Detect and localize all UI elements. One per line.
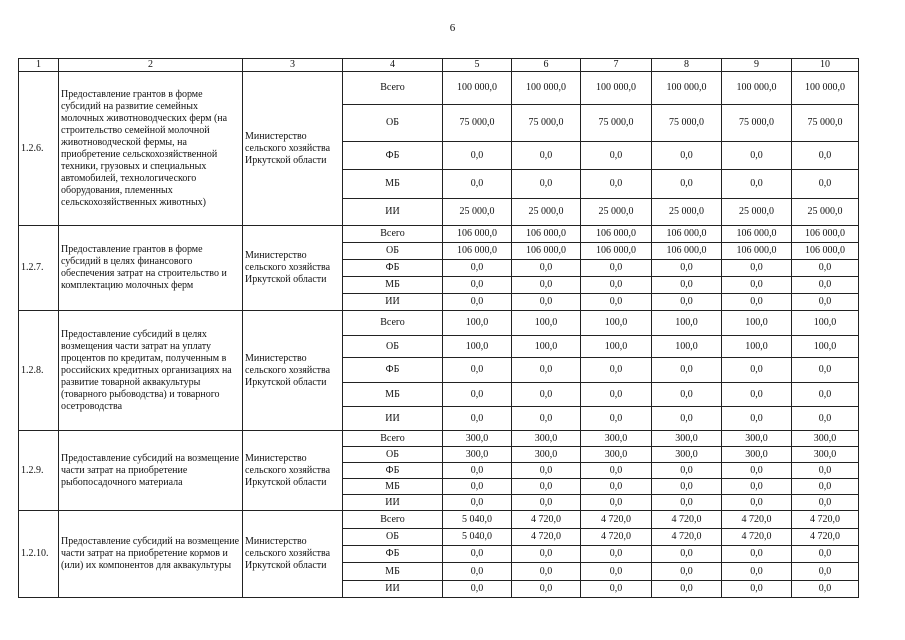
value-cell: 0,0 [443,407,512,431]
value-cell: 4 720,0 [581,511,652,529]
value-cell: 300,0 [792,431,859,447]
table-row [19,431,859,447]
value-cell: 100 000,0 [652,72,722,105]
value-cell: 0,0 [512,142,581,170]
table-row [19,72,859,105]
value-cell: 0,0 [512,294,581,311]
value-cell: 106 000,0 [652,226,722,243]
value-cell: 0,0 [652,294,722,311]
value-cell: 100 000,0 [722,72,792,105]
value-cell: 106 000,0 [443,243,512,260]
item-code: 1.2.6. [19,72,59,226]
value-cell: 0,0 [652,170,722,199]
value-cell: 0,0 [722,277,792,294]
funding-source-label: ИИ [343,581,443,598]
value-cell: 100,0 [443,336,512,358]
item-executor: Министерство сельского хозяйства Иркутской области [243,431,343,511]
value-cell: 106 000,0 [581,243,652,260]
value-cell: 0,0 [443,563,512,581]
value-cell: 4 720,0 [722,529,792,546]
value-cell: 0,0 [581,170,652,199]
funding-source-label: ОБ [343,529,443,546]
header-col-7: 7 [581,59,652,72]
value-cell: 0,0 [722,142,792,170]
value-cell: 0,0 [581,546,652,563]
funding-source-label: МБ [343,277,443,294]
value-cell: 0,0 [722,407,792,431]
value-cell: 0,0 [443,463,512,479]
value-cell: 300,0 [443,447,512,463]
value-cell: 0,0 [581,383,652,407]
program-table [18,58,859,598]
value-cell: 0,0 [581,142,652,170]
value-cell: 0,0 [581,407,652,431]
value-cell: 0,0 [443,495,512,511]
value-cell: 106 000,0 [443,226,512,243]
value-cell: 4 720,0 [722,511,792,529]
value-cell: 4 720,0 [512,511,581,529]
funding-source-label: ИИ [343,199,443,226]
header-col-9: 9 [722,59,792,72]
value-cell: 0,0 [652,277,722,294]
value-cell: 0,0 [581,260,652,277]
value-cell: 0,0 [652,383,722,407]
value-cell: 4 720,0 [652,529,722,546]
value-cell: 0,0 [792,170,859,199]
value-cell: 0,0 [443,142,512,170]
value-cell: 300,0 [512,447,581,463]
funding-source-label: Всего [343,511,443,529]
funding-source-label: Всего [343,226,443,243]
value-cell: 0,0 [792,495,859,511]
value-cell: 0,0 [581,294,652,311]
header-col-1: 1 [19,59,59,72]
value-cell: 75 000,0 [581,105,652,142]
funding-source-label: МБ [343,383,443,407]
funding-source-label: МБ [343,563,443,581]
value-cell: 25 000,0 [443,199,512,226]
value-cell: 0,0 [443,170,512,199]
value-cell: 0,0 [443,260,512,277]
value-cell: 100,0 [512,311,581,336]
header-row [19,59,859,72]
item-name: Предоставление субсидий на возмещение части затрат на приобретение рыбопосадочного материала [59,431,243,511]
header-col-8: 8 [652,59,722,72]
funding-source-label: ФБ [343,260,443,277]
header-col-2: 2 [59,59,243,72]
value-cell: 106 000,0 [652,243,722,260]
value-cell: 106 000,0 [722,226,792,243]
value-cell: 4 720,0 [792,511,859,529]
value-cell: 300,0 [581,447,652,463]
value-cell: 300,0 [722,431,792,447]
value-cell: 106 000,0 [512,243,581,260]
value-cell: 100,0 [581,336,652,358]
value-cell: 0,0 [581,277,652,294]
value-cell: 0,0 [512,383,581,407]
item-executor: Министерство сельского хозяйства Иркутской области [243,311,343,431]
value-cell: 0,0 [652,546,722,563]
funding-source-label: МБ [343,170,443,199]
value-cell: 75 000,0 [443,105,512,142]
item-name: Предоставление субсидий на возмещение части затрат на приобретение кормов и (или) их компонентов для аквакультуры [59,511,243,598]
value-cell: 0,0 [722,479,792,495]
value-cell: 0,0 [581,563,652,581]
value-cell: 0,0 [722,383,792,407]
value-cell: 0,0 [652,358,722,383]
value-cell: 0,0 [722,358,792,383]
value-cell: 0,0 [443,294,512,311]
value-cell: 100 000,0 [443,72,512,105]
value-cell: 100,0 [652,311,722,336]
value-cell: 100,0 [581,311,652,336]
value-cell: 100,0 [722,336,792,358]
item-executor: Министерство сельского хозяйства Иркутской области [243,511,343,598]
value-cell: 75 000,0 [722,105,792,142]
value-cell: 75 000,0 [512,105,581,142]
value-cell: 106 000,0 [512,226,581,243]
value-cell: 5 040,0 [443,511,512,529]
value-cell: 100 000,0 [792,72,859,105]
value-cell: 0,0 [443,383,512,407]
table-body [19,59,859,598]
value-cell: 25 000,0 [652,199,722,226]
value-cell: 25 000,0 [722,199,792,226]
value-cell: 0,0 [792,383,859,407]
value-cell: 0,0 [512,495,581,511]
value-cell: 300,0 [652,431,722,447]
value-cell: 106 000,0 [792,226,859,243]
funding-source-label: ОБ [343,243,443,260]
value-cell: 0,0 [792,563,859,581]
value-cell: 0,0 [443,546,512,563]
value-cell: 0,0 [652,407,722,431]
value-cell: 4 720,0 [792,529,859,546]
value-cell: 0,0 [722,495,792,511]
header-col-4: 4 [343,59,443,72]
funding-source-label: ОБ [343,336,443,358]
table-row [19,226,859,243]
value-cell: 300,0 [652,447,722,463]
value-cell: 100 000,0 [512,72,581,105]
value-cell: 75 000,0 [792,105,859,142]
value-cell: 0,0 [512,170,581,199]
page-number: 6 [449,22,456,34]
value-cell: 0,0 [512,260,581,277]
value-cell: 0,0 [512,581,581,598]
value-cell: 4 720,0 [652,511,722,529]
item-code: 1.2.7. [19,226,59,311]
funding-source-label: ИИ [343,407,443,431]
header-col-3: 3 [243,59,343,72]
table-row [19,511,859,529]
value-cell: 0,0 [512,546,581,563]
funding-source-label: ИИ [343,495,443,511]
value-cell: 0,0 [792,581,859,598]
value-cell: 300,0 [512,431,581,447]
value-cell: 300,0 [581,431,652,447]
value-cell: 0,0 [652,479,722,495]
value-cell: 100,0 [512,336,581,358]
value-cell: 300,0 [443,431,512,447]
value-cell: 100,0 [792,336,859,358]
funding-source-label: Всего [343,311,443,336]
value-cell: 0,0 [652,142,722,170]
value-cell: 0,0 [443,358,512,383]
value-cell: 0,0 [652,260,722,277]
value-cell: 100,0 [652,336,722,358]
value-cell: 0,0 [722,260,792,277]
value-cell: 25 000,0 [581,199,652,226]
value-cell: 0,0 [722,546,792,563]
item-name: Предоставление грантов в форме субсидий на развитие семейных молочных животноводческих ферм (на строительство семейной молочной животноводческой фермы, на приобретение сельскохозяйственной техники, грузовых и специальных автомобилей, технологического оборудования, племенных сельскохозяйственных животных) [59,72,243,226]
value-cell: 300,0 [722,447,792,463]
value-cell: 0,0 [792,479,859,495]
value-cell: 0,0 [512,277,581,294]
funding-source-label: Всего [343,72,443,105]
funding-source-label: ФБ [343,358,443,383]
value-cell: 4 720,0 [581,529,652,546]
funding-source-label: ФБ [343,546,443,563]
value-cell: 0,0 [581,479,652,495]
value-cell: 0,0 [652,563,722,581]
funding-source-label: ОБ [343,447,443,463]
value-cell: 100 000,0 [581,72,652,105]
value-cell: 300,0 [792,447,859,463]
value-cell: 0,0 [581,463,652,479]
value-cell: 25 000,0 [792,199,859,226]
header-col-5: 5 [443,59,512,72]
value-cell: 106 000,0 [722,243,792,260]
value-cell: 75 000,0 [652,105,722,142]
header-col-6: 6 [512,59,581,72]
value-cell: 0,0 [512,407,581,431]
value-cell: 100,0 [722,311,792,336]
value-cell: 100,0 [792,311,859,336]
item-executor: Министерство сельского хозяйства Иркутской области [243,226,343,311]
item-executor: Министерство сельского хозяйства Иркутской области [243,72,343,226]
value-cell: 0,0 [581,358,652,383]
value-cell: 0,0 [722,463,792,479]
header-col-10: 10 [792,59,859,72]
item-code: 1.2.10. [19,511,59,598]
value-cell: 0,0 [792,463,859,479]
value-cell: 0,0 [652,463,722,479]
item-code: 1.2.8. [19,311,59,431]
value-cell: 4 720,0 [512,529,581,546]
table-row [19,311,859,336]
value-cell: 0,0 [792,142,859,170]
value-cell: 100,0 [443,311,512,336]
value-cell: 0,0 [443,479,512,495]
value-cell: 0,0 [512,358,581,383]
funding-source-label: МБ [343,479,443,495]
funding-source-label: ОБ [343,105,443,142]
value-cell: 106 000,0 [581,226,652,243]
item-code: 1.2.9. [19,431,59,511]
value-cell: 0,0 [581,581,652,598]
value-cell: 106 000,0 [792,243,859,260]
value-cell: 0,0 [792,277,859,294]
value-cell: 0,0 [792,358,859,383]
funding-source-label: Всего [343,431,443,447]
value-cell: 0,0 [792,260,859,277]
value-cell: 0,0 [792,407,859,431]
value-cell: 0,0 [722,563,792,581]
value-cell: 0,0 [722,170,792,199]
value-cell: 0,0 [652,581,722,598]
value-cell: 0,0 [443,581,512,598]
funding-source-label: ФБ [343,463,443,479]
value-cell: 0,0 [722,581,792,598]
value-cell: 0,0 [512,463,581,479]
value-cell: 25 000,0 [512,199,581,226]
item-name: Предоставление грантов в форме субсидий в целях финансового обеспечения затрат на строительство и комплектацию молочных ферм [59,226,243,311]
funding-source-label: ФБ [343,142,443,170]
value-cell: 0,0 [512,479,581,495]
value-cell: 0,0 [722,294,792,311]
value-cell: 0,0 [652,495,722,511]
value-cell: 0,0 [792,546,859,563]
value-cell: 0,0 [581,495,652,511]
value-cell: 5 040,0 [443,529,512,546]
item-name: Предоставление субсидий в целях возмещения части затрат на уплату процентов по кредитам, полученным в российских кредитных организациях на развитие товарной аквакультуры (товарного рыбоводства) и товарного осетроводства [59,311,243,431]
value-cell: 0,0 [443,277,512,294]
funding-source-label: ИИ [343,294,443,311]
value-cell: 0,0 [512,563,581,581]
value-cell: 0,0 [792,294,859,311]
